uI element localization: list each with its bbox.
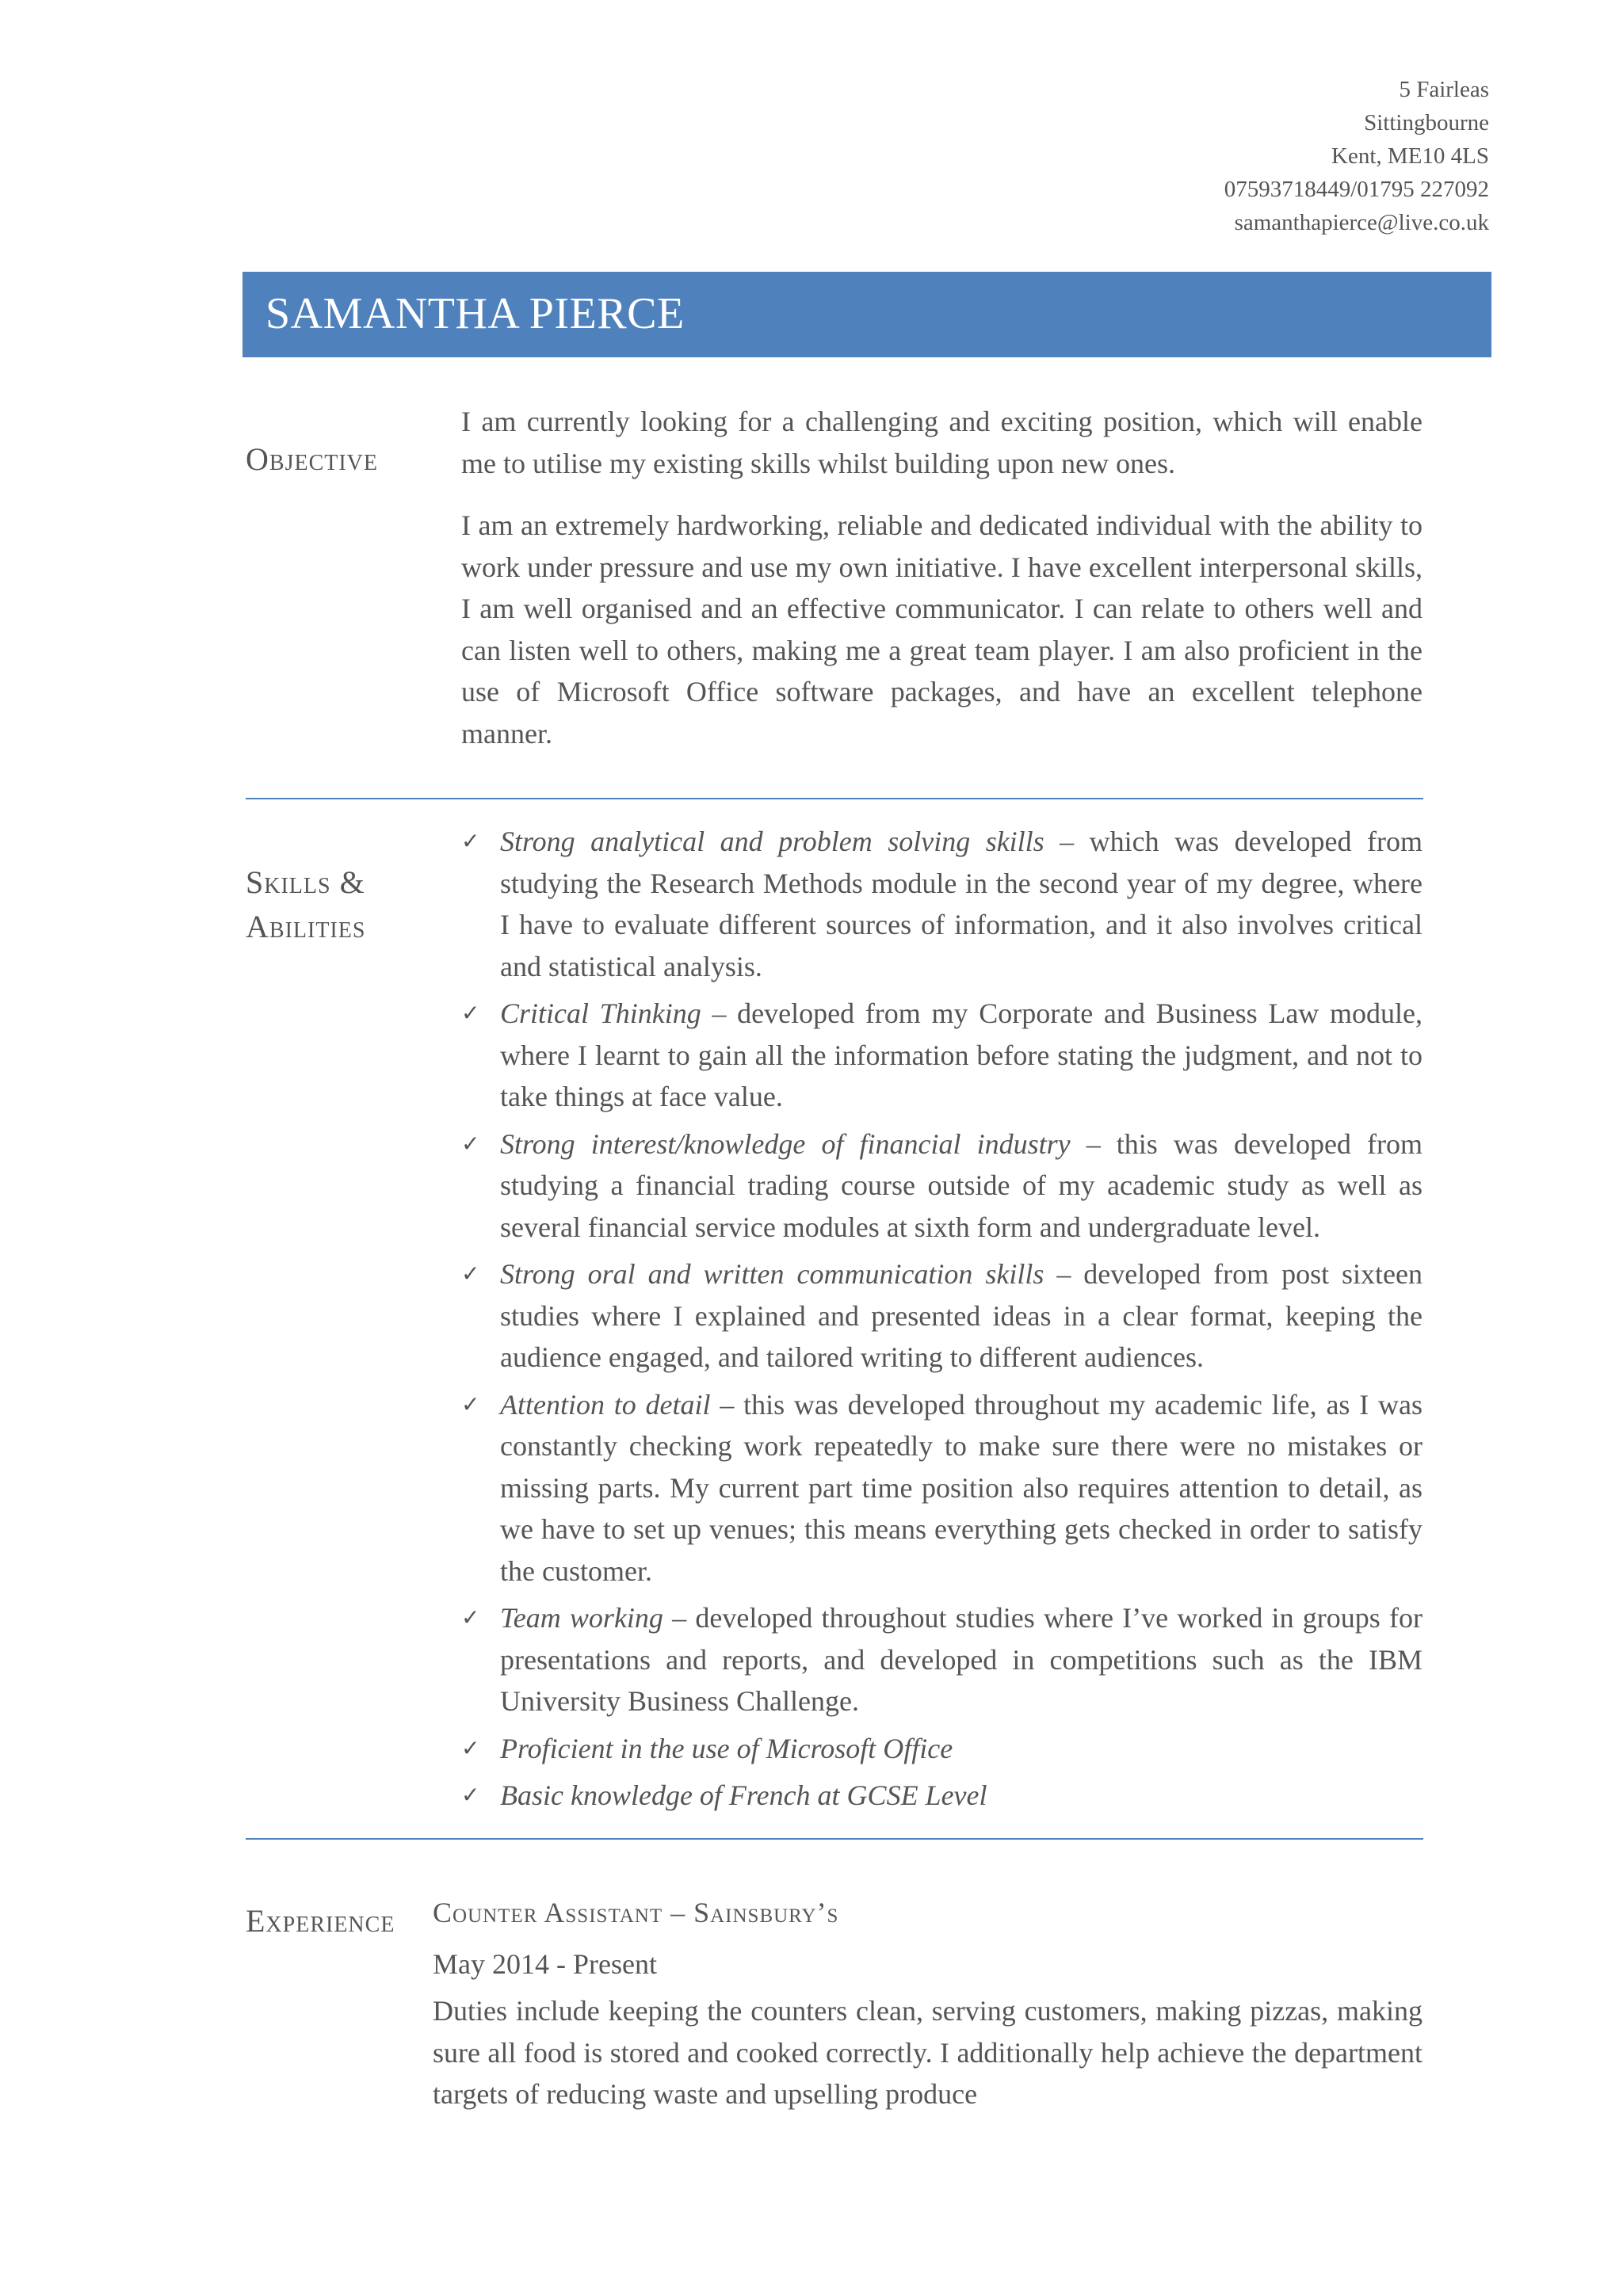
- skill-item: [461, 1253, 1423, 1379]
- contact-email: samanthapierce@live.co.uk: [1234, 210, 1489, 235]
- objective-paragraph-2: I am an extremely hardworking, reliable and dedicated individual with the ability to work under pressure and use my own initiative. I have excellent interpersonal skills, I am well organised and an effective communicator. I can relate to others well and can listen well to others, making me a great team player. I am also proficient in the use of Microsoft Office software packages, and have an excellent telephone manner.: [461, 509, 1423, 749]
- contact-address-block: [1224, 73, 1489, 239]
- skill-item: [461, 1123, 1423, 1249]
- section-divider-1: [246, 798, 1423, 799]
- skill-item: [461, 1384, 1423, 1592]
- objective-heading: Objective: [246, 441, 378, 477]
- skill-title: Basic knowledge of French at GCSE Level: [500, 1779, 987, 1811]
- checkmark-icon: ✓: [461, 1604, 480, 1630]
- experience-heading: Experience: [246, 1903, 395, 1939]
- skills-list: [461, 821, 1423, 1822]
- skill-item: [461, 1728, 1423, 1770]
- skills-heading-line-2: Abilities: [246, 909, 366, 944]
- skills-heading-line-1: Skills &: [246, 864, 365, 900]
- checkmark-icon: ✓: [461, 1261, 480, 1287]
- address-street: 5 Fairleas: [1399, 77, 1489, 102]
- skill-title: Strong interest/knowledge of financial industry: [500, 1127, 1071, 1160]
- job-dates: May 2014 - Present: [433, 1948, 657, 1980]
- skill-item: [461, 821, 1423, 987]
- skill-title: Strong oral and written communication skills: [500, 1258, 1044, 1290]
- skill-item: [461, 1775, 1423, 1817]
- skill-title: Team working: [500, 1602, 663, 1634]
- checkmark-icon: ✓: [461, 828, 480, 854]
- skill-title: Attention to detail: [500, 1388, 711, 1421]
- section-divider-2: [246, 1838, 1423, 1840]
- address-county-postcode: Kent, ME10 4LS: [1331, 143, 1489, 169]
- skill-detail: – this was developed throughout my academic life, as I was constantly checking work repeatedly to make sure there were no mistakes or missing parts. My current part time position also requires attention to detail, as we have to set up venues; this means everything gets checked in order to satisfy the customer.: [500, 1388, 1423, 1587]
- skill-detail: – developed throughout studies where I’ve worked in groups for presentations and reports, and developed in competitions such as the IBM University Business Challenge.: [500, 1602, 1423, 1717]
- job-title: Counter Assistant – Sainsbury’s: [433, 1897, 839, 1928]
- candidate-name: SAMANTHA PIERCE: [265, 289, 685, 338]
- checkmark-icon: ✓: [461, 1782, 480, 1808]
- checkmark-icon: ✓: [461, 1734, 480, 1761]
- checkmark-icon: ✓: [461, 1000, 480, 1026]
- contact-phone: 07593718449/01795 227092: [1224, 177, 1489, 202]
- skill-title: Critical Thinking: [500, 997, 701, 1029]
- skill-title: Proficient in the use of Microsoft Office: [500, 1732, 953, 1764]
- checkmark-icon: ✓: [461, 1130, 480, 1157]
- name-banner: [242, 272, 1491, 357]
- skill-detail: – this was developed from studying a financial trading course outside of my academic study as well as several financial service modules at sixth form and undergraduate level.: [500, 1127, 1423, 1243]
- skill-detail: – developed from post sixteen studies where I explained and presented ideas in a clear format, keeping the audience engaged, and tailored writing to different audiences.: [500, 1258, 1423, 1373]
- skill-title: Strong analytical and problem solving skills: [500, 826, 1044, 857]
- skill-detail: – developed from my Corporate and Business Law module, where I learnt to gain all the information before stating the judgment, and not to take things at face value.: [500, 997, 1423, 1112]
- address-town: Sittingbourne: [1364, 110, 1489, 135]
- skill-detail: – which was developed from studying the Research Methods module in the second year of my degree, where I have to evaluate different sources of information, and it also involves critical and statistical analysis.: [500, 826, 1423, 982]
- objective-paragraph-1: I am currently looking for a challenging and exciting position, which will enable me to utilise my existing skills whilst building upon new ones.: [461, 406, 1423, 479]
- skill-item: [461, 1597, 1423, 1722]
- checkmark-icon: ✓: [461, 1390, 480, 1417]
- skill-item: [461, 993, 1423, 1118]
- job-duties: Duties include keeping the counters clean, serving customers, making pizzas, making sure all food is stored and cooked correctly. I additionally help achieve the department targets of reducing waste and upselling produce: [433, 1995, 1423, 2110]
